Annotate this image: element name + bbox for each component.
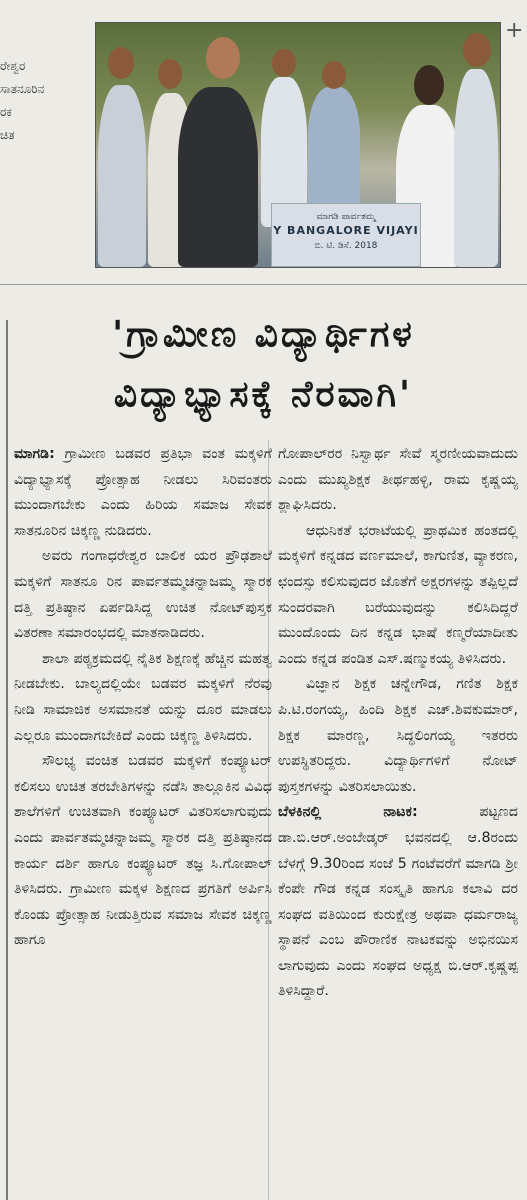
paragraph	[278, 800, 518, 1005]
paragraph	[14, 749, 272, 954]
headline-line: 'ಗ್ರಾಮೀಣ ವಿದ್ಯಾರ್ಥಿಗಳ	[112, 314, 415, 355]
paragraph-text: ವಿಜ್ಞಾನ ಶಿಕ್ಷಕ ಚನ್ನೇಗೌಡ, ಗಣಿತ ಶಿಕ್ಷಕ ಪಿ.ಟಿ.ರಂಗಯ್ಯ, ಹಿಂದಿ ಶಿಕ್ಷಕ ಎಚ್.ಶಿವಕುಮಾರ್, ಶಿಕ್ಷಕ ಮಾರಣ್ಣ, ಸಿದ್ಧಲಿಂಗಯ್ಯ ಇತರರು ಉಪಸ್ಥಿತರಿದ್ದರು. ವಿದ್ಯಾರ್ಥಿಗಳಿಗೆ ನೋಟ್ ಪುಸ್ತಕಗಳನ್ನು ವಿತರಿಸಲಾಯಿತು.	[278, 676, 518, 795]
paragraph-text: ಆಧುನಿಕತೆ ಭರಾಟೆಯಲ್ಲಿ ಪ್ರಾಥಮಿಕ ಹಂತದಲ್ಲಿ ಮಕ್ಕಳಿಗೆ ಕನ್ನಡದ ವರ್ಣಮಾಲೆ, ಕಾಗುಣಿತ, ವ್ಯಾಕರಣ, ಛಂದಸ್ಸು ಕಲಿಸುವುದರ ಜೊತೆಗೆ ಅಕ್ಷರಗಳನ್ನು ತಪ್ಪಿಲ್ಲದೆ ಸುಂದರವಾಗಿ ಬರೆಯುವುದನ್ನು ಕಲಿಸಿದಿದ್ದರೆ ಮುಂದೊಂದು ದಿನ ಕನ್ನಡ ಭಾಷೆ ಕಣ್ಮರೆಯಾದೀತು ಎಂದು ಕನ್ನಡ ಪಂಡಿತ ಎಸ್.ಷಣ್ಮುಕಯ್ಯ ತಿಳಿಸಿದರು.	[278, 522, 518, 667]
person-figure	[454, 69, 498, 267]
paragraph-text: ಶಾಲಾ ಪಠ್ಯಕ್ರಮದಲ್ಲಿ ನೈತಿಕ ಶಿಕ್ಷಣಕ್ಕೆ ಹೆಚ್ಚಿನ ಮಹತ್ವ ನೀಡಬೇಕು. ಬಾಲ್ಯದಲ್ಲಿಯೇ ಬಡವರ ಮಕ್ಕಳಿಗೆ ನೆರವು ನೀಡಿ ಸಾಮಾಜಿಕ ಅಸಮಾನತೆ ಯನ್ನು ದೂರ ಮಾಡಲು ಎಲ್ಲರೂ ಮುಂದಾಗಬೇಕಿದೆ ಎಂದು ಚಿಕ್ಕಣ್ಣ ತಿಳಿಸಿದರು.	[14, 650, 272, 744]
headline	[0, 305, 527, 425]
person-head	[272, 49, 296, 77]
headline-line: ವಿದ್ಯಾಭ್ಯಾಸಕ್ಕೆ ನೆರವಾಗಿ'	[113, 374, 414, 415]
paragraph-text: ಸೌಲಭ್ಯ ವಂಚಿತ ಬಡವರ ಮಕ್ಕಳಿಗೆ ಕಂಪ್ಯೂಟರ್ ಕಲಿಸಲು ಉಚಿತ ತರಬೇತಿಗಳನ್ನು ನಡೆಸಿ ತಾಲ್ಲೂಕಿನ ವಿವಿಧ ಶಾಲೆಗಳಿಗೆ ಉಚಿತವಾಗಿ ಕಂಪ್ಯೂಟರ್ ವಿತರಿಸಲಾಗುವುದು ಎಂದು ಪಾರ್ವತಮ್ಮಚನ್ನಾಜಮ್ಮ ಸ್ಮಾರಕ ದತ್ತಿ ಪ್ರತಿಷ್ಠಾನದ ಕಾರ್ಯ ದರ್ಶಿ ಹಾಗೂ ಕಂಪ್ಯೂಟರ್ ತಜ್ಞ ಸಿ.ಗೋಪಾಲ್ ತಿಳಿಸಿದರು. ಗ್ರಾಮೀಣ ಮಕ್ಕಳ ಶಿಕ್ಷಣದ ಪ್ರಗತಿಗೆ ಅರ್ಪಿಸಿ ಕೊಂಡು ಪ್ರೋತ್ಸಾಹ ನೀಡುತ್ತಿರುವ ಸಮಾಜ ಸೇವಕ ಚಿಕ್ಕಣ್ಣ ಹಾಗೂ	[14, 753, 272, 949]
adjacent-article-clip	[0, 55, 90, 147]
paragraph-text: ಪಟ್ಟಣದ ಡಾ.ಬಿ.ಆರ್.ಅಂಬೇಡ್ಕರ್ ಭವನದಲ್ಲಿ ಆ.8ರಂದು ಬೆಳಗ್ಗೆ 9.30ರಿಂದ ಸಂಜೆ 5 ಗಂಟೆವರೆಗೆ ಮಾಗಡಿ ಶ್ರೀ ಕೆಂಪೇ ಗೌಡ ಕನ್ನಡ ಸಂಸ್ಕೃತಿ ಹಾಗೂ ಕಲಾವಿ ದರ ಸಂಘದ ವತಿಯಿಂದ ಕುರುಕ್ಷೇತ್ರ ಅಥವಾ ಧರ್ಮರಾಜ್ಯ ಸ್ಥಾಪನೆ ಎಂಬ ಪೌರಾಣಿಕ ನಾಟಕವನ್ನು ಅಭಿನಯಿಸ ಲಾಗುವುದು ಎಂದು ಸಂಘದ ಅಧ್ಯಕ್ಷ ಬಿ.ಆರ್.ಕೃಷ್ಣಪ್ಪ ತಿಳಿಸಿದ್ದಾರೆ.	[278, 804, 518, 1000]
paragraph	[14, 442, 272, 544]
banner-line: Y BANGALORE VIJAYI	[273, 224, 419, 237]
subheading: ಬೆಳಕಿನಲ್ಲಿ ನಾಟಕ:	[278, 804, 418, 821]
event-banner	[271, 203, 421, 267]
guest-head	[206, 37, 240, 79]
dateline: ಮಾಗಡಿ:	[14, 446, 55, 462]
paragraph-text: ಅವರು ಗಂಗಾಧರೇಶ್ವರ ಬಾಲಿಕ ಯರ ಪ್ರೌಢಶಾಲೆ ಮಕ್ಕಳಿಗೆ ಸಾತನೂ ರಿನ ಪಾರ್ವತಮ್ಮಚನ್ನಾಜಮ್ಮ ಸ್ಮಾರಕ ದತ್ತಿ ಪ್ರತಿಷ್ಠಾನ ಏರ್ಪಡಿಸಿದ್ದ ಉಚಿತ ನೋಟ್‌ಪುಸ್ತಕ ವಿತರಣಾ ಸಮಾರಂಭದಲ್ಲಿ ಮಾತನಾಡಿದರು.	[14, 548, 272, 642]
person-head	[108, 47, 134, 79]
person-figure	[98, 85, 146, 267]
registration-mark: +	[505, 18, 524, 43]
clip-line: ರೇಶ್ವರ	[0, 59, 26, 73]
column-rule	[6, 320, 8, 1200]
paragraph	[278, 519, 518, 673]
paragraph-text: ಗೋಪಾಲ್‌ರರ ನಿಸ್ವಾರ್ಥ ಸೇವೆ ಸ್ಮರಣೀಯವಾದುದು ಎಂದು ಮುಖ್ಯಶಿಕ್ಷಕ ತೀರ್ಥಹಳ್ಳಿ, ರಾಮ ಕೃಷ್ಣಯ್ಯ ಶ್ಲಾಘಿಸಿದರು.	[278, 446, 518, 514]
paragraph	[278, 442, 518, 519]
clip-line: ಚಿತ	[0, 128, 15, 142]
banner-line: ಮಾಗಡಿ ಪಾರ್ವತಮ್ಮ	[316, 212, 376, 222]
clip-line: ರಕ	[0, 105, 12, 119]
article-column-left	[14, 442, 272, 954]
person-head	[322, 61, 346, 89]
news-photo	[95, 22, 501, 268]
paragraph	[278, 672, 518, 800]
clip-line: ಸಾತನೂರಿನ	[0, 82, 45, 96]
paragraph-text: ಗ್ರಾಮೀಣ ಬಡವರ ಪ್ರತಿಭಾ ವಂತ ಮಕ್ಕಳಿಗೆ ವಿದ್ಯಾಭ್ಯಾಸಕ್ಕೆ ಪ್ರೋತ್ಸಾಹ ನೀಡಲು ಸಿರಿವಂತರು ಮುಂದಾಗಬೇಕು ಎಂದು ಹಿರಿಯ ಸಮಾಜ ಸೇವಕ ಸಾತನೂರಿನ ಚಿಕ್ಕಣ್ಣ ನುಡಿದರು.	[14, 446, 272, 539]
banner-line: ಬಿ. ಟಿ. ಡಿಸೆ. 2018	[314, 241, 378, 251]
person-head	[463, 33, 491, 67]
section-divider	[0, 284, 527, 285]
person-head	[158, 59, 182, 89]
person-figure	[308, 87, 360, 207]
paragraph	[14, 647, 272, 749]
paragraph	[14, 544, 272, 646]
article-column-right	[278, 442, 518, 1005]
guest-figure	[178, 87, 258, 267]
student-head	[414, 65, 444, 105]
